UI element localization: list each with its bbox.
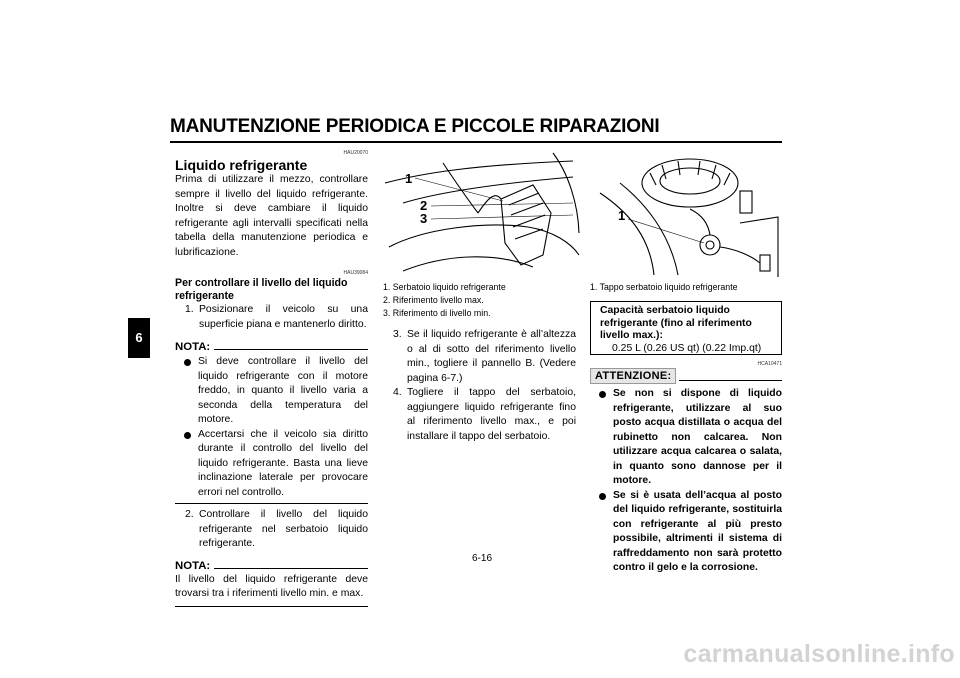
step-3-number: 3.	[393, 329, 402, 340]
reservoir-cap-center	[706, 241, 714, 249]
frame-tube	[600, 193, 654, 275]
connector	[760, 255, 770, 271]
attention-bullet-1	[590, 387, 782, 489]
page-number: 6-16	[471, 553, 492, 564]
nota-2-text: Il livello del liquido refrigerante deve trovarsi tra i riferimenti livello min. e max.	[175, 572, 368, 607]
right-column	[590, 361, 782, 576]
nota-1-body	[175, 353, 368, 504]
step-4	[383, 386, 576, 444]
bullet-dot	[599, 493, 606, 500]
lower-curve	[403, 257, 533, 271]
section-heading: Liquido refrigerante	[175, 157, 308, 173]
engine-curve	[553, 153, 579, 233]
intro-paragraph: Prima di utilizzare il mezzo, controllare sempre il livello del liquido refrigerante. Inoltre si deve cambiare il liquido refrigerante agli intervalli specificati nella tabella della manutenzione periodica e lubrificazione.	[175, 174, 368, 258]
bullet-dot	[184, 432, 191, 439]
bullet-dot	[184, 359, 191, 366]
step-4-text: Togliere il tappo del serbatoio, aggiungere liquido refrigerante fino al riferimento livello max., e poi installare il tappo del serbatoio.	[407, 387, 576, 442]
attention-bullet-1-text: Se non si dispone di liquido refrigerante, utilizzare al suo posto acqua distillata o acqua del rubinetto non calcarea. Non utilizzare acqua calcarea o salata, in quanto sono dannose per il motore.	[613, 388, 782, 486]
fender-outline	[389, 225, 579, 255]
step-2	[175, 508, 368, 552]
figure-callout-2: 2	[420, 198, 428, 213]
watermark: carmanualsonline.info	[683, 640, 955, 668]
attention-body	[590, 387, 782, 576]
nota-1-bullet-2	[175, 428, 368, 501]
capacity-box	[590, 301, 782, 355]
nota-2-header	[175, 560, 368, 572]
step-1-number: 1.	[185, 304, 194, 315]
nota-1-bullet-2-text: Accertarsi che il veicolo sia diritto durante il controllo del livello del liquido refrigerante. Basta una lieve inclinazione laterale per provocare errori nel controllo.	[198, 428, 368, 498]
nota-1-header	[175, 341, 368, 353]
step-1	[175, 303, 368, 332]
step-3	[383, 328, 576, 386]
attention-bullet-2-text: Se si è usata dell’acqua al posto del liquido refrigerante, sostituirla con refrigerante al più presto possibile, altrimenti il sistema di raffreddamento non sarà protetto contro il gelo e la corrosione.	[613, 489, 782, 573]
tire	[642, 159, 738, 207]
step-2-text: Controllare il livello del liquido refrigerante nel serbatoio liquido refrigerante.	[199, 509, 368, 549]
step-2-number: 2.	[185, 509, 194, 520]
figure-caption-1: 1. Serbatoio liquido refrigerante	[383, 282, 506, 292]
side-block	[740, 191, 752, 213]
attention-header	[590, 368, 782, 384]
left-column	[175, 150, 368, 607]
hose	[720, 247, 760, 263]
leader-line-1	[415, 178, 503, 201]
tire-inner	[660, 168, 720, 194]
capacity-title: Capacità serbatoio liquido refrigerante (fino al riferimento livello max.):	[600, 305, 752, 341]
figure-callout-3: 3	[420, 211, 428, 226]
middle-column	[383, 281, 576, 444]
reservoir-cap	[700, 235, 720, 255]
nota-1-bullet-1	[175, 355, 368, 428]
chapter-tab-number: 6	[135, 330, 143, 345]
nota-2-rule	[214, 568, 368, 569]
figure-callout-cap: 1	[618, 208, 626, 223]
subsection-heading: Per controllare il livello del liquido refrigerante	[175, 277, 348, 302]
tread-marks	[650, 161, 730, 185]
step-1-text: Posizionare il veicolo su una superficie piana e mantenerlo diritto.	[199, 304, 368, 330]
subsection-code: HAU39084	[343, 270, 368, 276]
nota-1-rule	[214, 349, 368, 350]
figure-caption-cap: 1. Tappo serbatoio liquido refrigerante	[590, 282, 738, 292]
nota-1-label: NOTA:	[175, 341, 211, 353]
figure-caption-3: 3. Riferimento di livello min.	[383, 308, 491, 318]
coolant-reservoir-figure	[383, 143, 583, 278]
step-3-text: Se il liquido refrigerante è all’altezza o al di sotto del riferimento livello min., togliere il pannello B. (Vedere pagina 6-7.)	[407, 329, 576, 384]
attention-rule	[679, 380, 782, 381]
attention-bullet-2	[590, 489, 782, 576]
frame-tube	[620, 183, 678, 275]
nota-2-label: NOTA:	[175, 559, 211, 572]
nota-1-bullet-1-text: Si deve controllare il livello del liquido refrigerante con il motore freddo, in quanto il livello varia a seconda della temperatura del motore.	[198, 356, 368, 425]
hose	[690, 209, 710, 235]
attention-label: ATTENZIONE:	[590, 368, 676, 384]
frame-line	[403, 177, 573, 203]
reservoir-cap-figure	[590, 143, 782, 278]
page-title: MANUTENZIONE PERIODICA E PICCOLE RIPARAZIONI	[170, 116, 660, 137]
chapter-tab	[128, 318, 150, 358]
figure-callout-1: 1	[405, 171, 413, 186]
section-code: HAU20070	[343, 150, 368, 156]
capacity-value: 0.25 L (0.26 US qt) (0.22 Imp.qt)	[612, 342, 762, 354]
bullet-dot	[599, 391, 606, 398]
panel-edge	[740, 217, 778, 277]
attention-code: HCA10471	[757, 361, 782, 367]
figure-caption-2: 2. Riferimento livello max.	[383, 295, 484, 305]
step-4-number: 4.	[393, 387, 402, 398]
